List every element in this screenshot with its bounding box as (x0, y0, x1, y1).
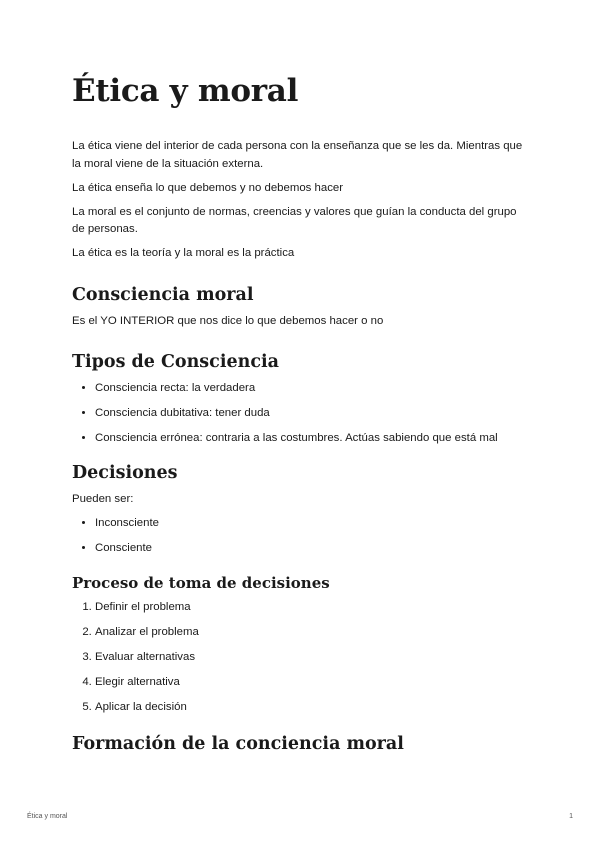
list-item: 1. Definir el problema (95, 599, 532, 616)
tipos-heading: Tipos de Consciencia (72, 352, 279, 372)
proceso-list (72, 599, 532, 716)
decisiones-list (72, 515, 532, 557)
consciencia-moral-text: Es el YO INTERIOR que nos dice lo que debemos hacer o no (72, 314, 384, 327)
list-item: 4. Elegir alternativa (95, 674, 532, 691)
intro-paragraph-3: La moral es el conjunto de normas, creencias y valores que guían la conducta del grupo de personas. (72, 205, 517, 235)
page-number: 1 (569, 813, 573, 820)
list-item: 5. Aplicar la decisión (95, 699, 532, 716)
list-item: • Consciente (95, 540, 532, 557)
list-item: • Consciencia recta: la verdadera (95, 380, 532, 397)
list-item: • Inconsciente (95, 515, 532, 532)
document-title: Ética y moral (72, 73, 299, 109)
proceso-heading: Proceso de toma de decisiones (72, 574, 330, 592)
page-footer (27, 813, 573, 820)
decisiones-heading: Decisiones (72, 463, 178, 483)
document-page (72, 70, 532, 762)
intro-paragraph-1: La ética viene del interior de cada persona con la enseñanza que se les da. Mientras que la moral viene de la situación externa. (72, 140, 523, 170)
consciencia-moral-heading: Consciencia moral (72, 284, 254, 305)
formacion-heading: Formación de la conciencia moral (72, 734, 404, 754)
intro-paragraph-4: La ética es la teoría y la moral es la práctica (72, 247, 295, 259)
intro-paragraph-2: La ética enseña lo que debemos y no debemos hacer (72, 181, 344, 194)
list-item: • Consciencia dubitativa: tener duda (95, 405, 532, 422)
tipos-list (72, 380, 532, 447)
list-item: 3. Evaluar alternativas (95, 649, 532, 666)
list-item: • Consciencia errónea: contraria a las costumbres. Actúas sabiendo que está mal (95, 430, 532, 447)
footer-title: Ética y moral (27, 813, 68, 820)
decisiones-text: Pueden ser: (72, 493, 134, 505)
list-item: 2. Analizar el problema (95, 624, 532, 641)
